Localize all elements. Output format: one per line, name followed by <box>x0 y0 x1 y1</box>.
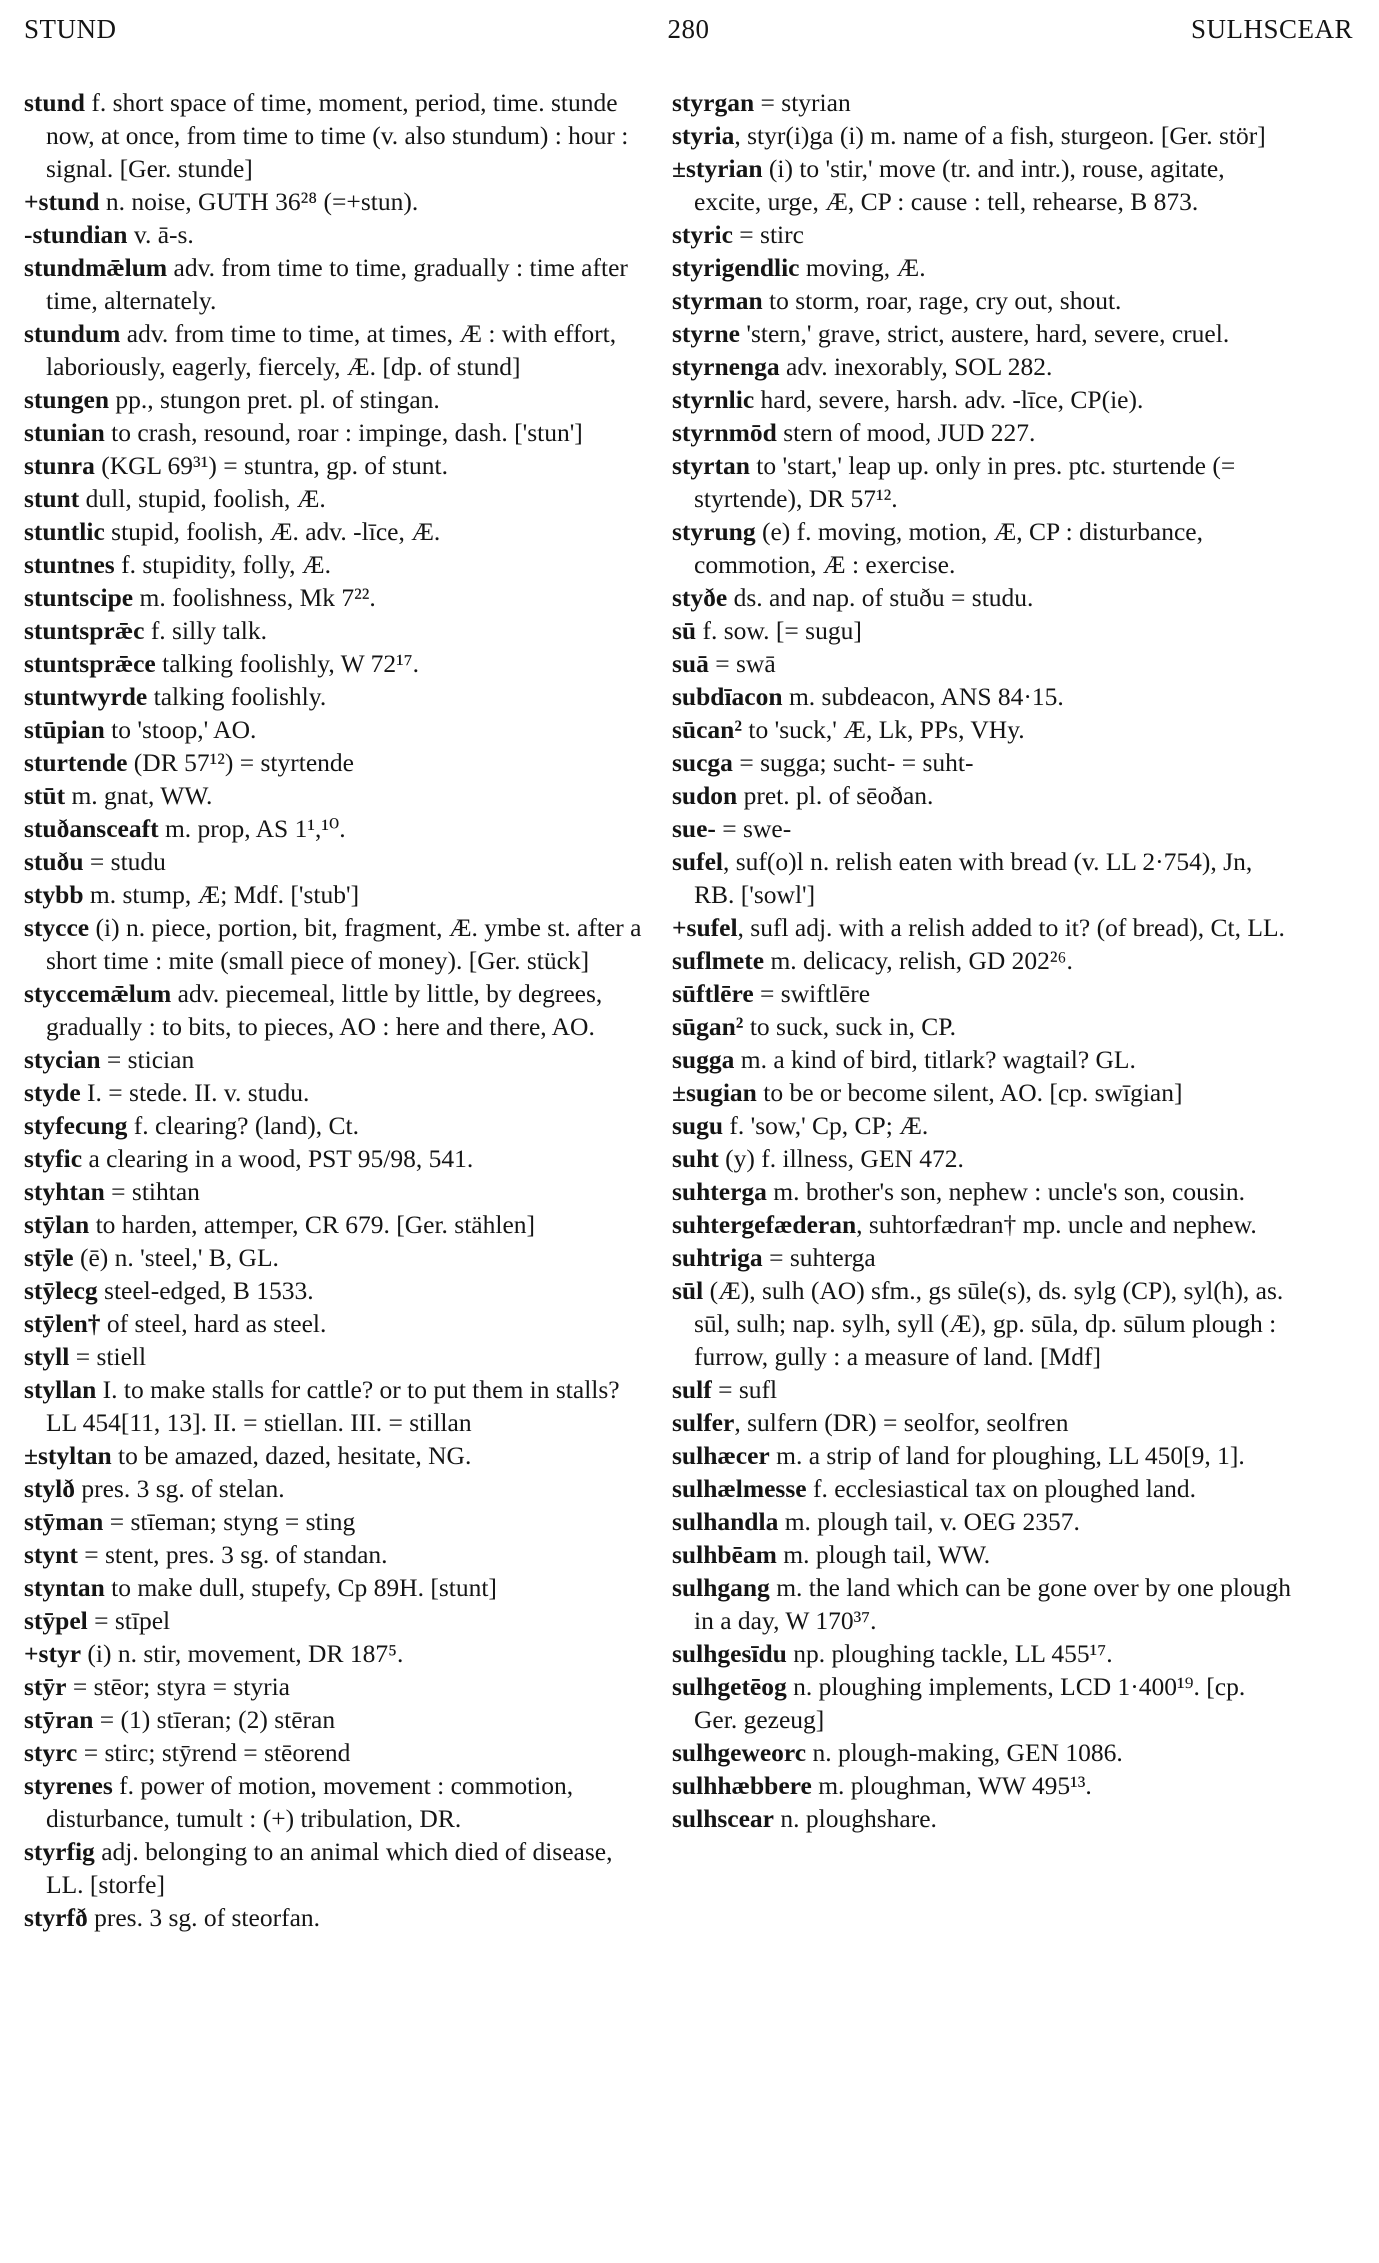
entry-text: = styrian <box>754 88 851 117</box>
entry-text: = swiftlēre <box>753 979 871 1008</box>
headword: styllan <box>24 1375 97 1404</box>
headword: styrenes <box>24 1771 113 1800</box>
dictionary-entry <box>24 647 646 680</box>
entry-text: n. plough-making, GEN 1086. <box>806 1738 1123 1767</box>
entry-text: dull, stupid, foolish, Æ. <box>79 484 326 513</box>
headword: suā <box>672 649 709 678</box>
entry-text: f. silly talk. <box>144 616 267 645</box>
headword: -stundian <box>24 220 128 249</box>
dictionary-entry <box>672 647 1294 680</box>
dictionary-entry <box>672 680 1294 713</box>
dictionary-entry <box>24 1109 646 1142</box>
entry-text: f. power of motion, movement : commotion, disturbance, tumult : (+) tribulation, DR. <box>46 1771 574 1833</box>
entry-text: = sufl <box>711 1375 778 1404</box>
headword: styfic <box>24 1144 83 1173</box>
entry-text: = studu <box>83 847 166 876</box>
entry-text: to 'suck,' Æ, Lk, PPs, VHy. <box>742 715 1025 744</box>
entry-text: adv. inexorably, SOL 282. <box>779 352 1053 381</box>
entry-text: to suck, suck in, CP. <box>743 1012 956 1041</box>
dictionary-entry <box>672 1010 1294 1043</box>
entry-text: = stīpel <box>87 1606 171 1635</box>
entry-text: adv. from time to time, at times, Æ : with effort, laboriously, eagerly, fiercely, Æ. [dp. of stund] <box>46 319 617 381</box>
entry-text: m. plough tail, v. OEG 2357. <box>778 1507 1080 1536</box>
headword: sulhgesīdu <box>672 1639 787 1668</box>
entry-text: = swe- <box>715 814 792 843</box>
dictionary-entry <box>24 1835 646 1901</box>
headword: sulhbēam <box>672 1540 777 1569</box>
dictionary-entry <box>672 1670 1294 1736</box>
dictionary-entry <box>24 812 646 845</box>
headword: sulf <box>672 1375 712 1404</box>
dictionary-entry <box>24 1340 646 1373</box>
dictionary-entry <box>24 317 646 383</box>
dictionary-entry <box>24 1274 646 1307</box>
dictionary-entry <box>672 1175 1294 1208</box>
dictionary-entry <box>24 878 646 911</box>
entry-text: m. a kind of bird, titlark? wagtail? GL. <box>734 1045 1136 1074</box>
headword: styll <box>24 1342 70 1371</box>
entry-text: = stirc <box>732 220 804 249</box>
headword: styrne <box>672 319 740 348</box>
headword: sucga <box>672 748 733 777</box>
entry-text: (KGL 69³¹) = stuntra, gp. of stunt. <box>94 451 448 480</box>
entry-text: I. to make stalls for cattle? or to put them in stalls? LL 454[11, 13]. II. = stiellan. III. = stillan <box>46 1375 620 1437</box>
right-column <box>672 86 1294 1835</box>
headword: stȳlecg <box>24 1276 98 1305</box>
entry-text: = stīeman; styng = sting <box>103 1507 356 1536</box>
dictionary-entry <box>672 713 1294 746</box>
dictionary-entry <box>672 1109 1294 1142</box>
entry-text: to crash, resound, roar : impinge, dash. ['stun'] <box>104 418 583 447</box>
headword: styrtan <box>672 451 750 480</box>
dictionary-entry <box>24 449 646 482</box>
dictionary-entry <box>672 1538 1294 1571</box>
dictionary-entry <box>672 218 1294 251</box>
headword: styrgan <box>672 88 755 117</box>
entry-text: , sulfern (DR) = seolfor, seolfren <box>734 1408 1069 1437</box>
entry-text: m. delicacy, relish, GD 202²⁶. <box>764 946 1073 975</box>
entry-text: (ē) n. 'steel,' B, GL. <box>73 1243 279 1272</box>
entry-text: m. stump, Æ; Mdf. ['stub'] <box>83 880 360 909</box>
headword: suhtriga <box>672 1243 763 1272</box>
dictionary-entry <box>24 1670 646 1703</box>
entry-text: stern of mood, JUD 227. <box>776 418 1036 447</box>
entry-text: m. prop, AS 1¹,¹⁰. <box>158 814 346 843</box>
dictionary-entry <box>24 1076 646 1109</box>
entry-text: n. ploughing implements, LCD 1·400¹⁹. [cp. Ger. gezeug] <box>694 1672 1246 1734</box>
entry-text: to 'start,' leap up. only in pres. ptc. sturtende (= styrtende), DR 57¹². <box>694 451 1236 513</box>
entry-text: = stirc; stȳrend = stēorend <box>77 1738 351 1767</box>
headword: stȳran <box>24 1705 94 1734</box>
headword: suhtergefæderan <box>672 1210 857 1239</box>
headword: styria <box>672 121 735 150</box>
entry-text: = stihtan <box>104 1177 200 1206</box>
entry-text: (Æ), sulh (AO) sfm., gs sūle(s), ds. sylg (CP), syl(h), as. sūl, sulh; nap. sylh, syll (Æ), gp. sūla, dp. sūlum plough : furrow, gully : a measure of land. [Mdf] <box>694 1276 1284 1371</box>
dictionary-entry <box>24 1142 646 1175</box>
entry-text: f. stupidity, folly, Æ. <box>114 550 331 579</box>
headword: sue- <box>672 814 716 843</box>
dictionary-entry <box>24 1241 646 1274</box>
headword: styrc <box>24 1738 78 1767</box>
headword: styfecung <box>24 1111 128 1140</box>
headword: stuntwyrde <box>24 682 148 711</box>
dictionary-entry <box>672 284 1294 317</box>
entry-text: talking foolishly, W 72¹⁷. <box>155 649 420 678</box>
entry-text: adv. from time to time, gradually : time after time, alternately. <box>46 253 628 315</box>
headword: styrnlic <box>672 385 755 414</box>
dictionary-entry <box>672 812 1294 845</box>
dictionary-entry <box>24 1538 646 1571</box>
entry-text: to be or become silent, AO. [cp. swīgian] <box>756 1078 1183 1107</box>
headword: stuntlic <box>24 517 105 546</box>
dictionary-entry <box>24 1208 646 1241</box>
headword: sūftlēre <box>672 979 754 1008</box>
headword: sulhhæbbere <box>672 1771 812 1800</box>
entry-text: m. subdeacon, ANS 84·15. <box>782 682 1064 711</box>
headword: styrigendlic <box>672 253 800 282</box>
dictionary-entry <box>24 1505 646 1538</box>
headword: styðe <box>672 583 728 612</box>
entry-text: stupid, foolish, Æ. adv. -līce, Æ. <box>104 517 441 546</box>
headword: stūpian <box>24 715 105 744</box>
dictionary-entry <box>672 746 1294 779</box>
headword: stunra <box>24 451 95 480</box>
entry-text: a clearing in a wood, PST 95/98, 541. <box>82 1144 474 1173</box>
headword: sulhscear <box>672 1804 774 1833</box>
headword: styde <box>24 1078 81 1107</box>
dictionary-entry <box>24 911 646 977</box>
entry-text: = swā <box>708 649 776 678</box>
dictionary-entry <box>24 1769 646 1835</box>
dictionary-entry <box>672 977 1294 1010</box>
headword: styccemǣlum <box>24 979 172 1008</box>
headword: sugga <box>672 1045 735 1074</box>
headword: suhterga <box>672 1177 767 1206</box>
headword: stycce <box>24 913 90 942</box>
dictionary-entry <box>24 86 646 185</box>
entry-text: f. sow. [= sugu] <box>696 616 862 645</box>
entry-text: (DR 57¹²) = styrtende <box>127 748 354 777</box>
dictionary-entry <box>24 581 646 614</box>
entry-text: , sufl adj. with a relish added to it? (of bread), Ct, LL. <box>737 913 1285 942</box>
headword: stuðu <box>24 847 84 876</box>
headword: styrnmōd <box>672 418 777 447</box>
entry-text: m. ploughman, WW 495¹³. <box>811 1771 1092 1800</box>
dictionary-entry <box>672 1439 1294 1472</box>
headword: styric <box>672 220 733 249</box>
headword: stȳr <box>24 1672 67 1701</box>
headword: sulhgetēog <box>672 1672 787 1701</box>
dictionary-entry <box>672 581 1294 614</box>
dictionary-entry <box>672 1076 1294 1109</box>
dictionary-entry <box>24 1736 646 1769</box>
entry-text: (i) n. piece, portion, bit, fragment, Æ. ymbe st. after a short time : mite (small piece of money). [Ger. stück] <box>46 913 642 975</box>
headword: subdīacon <box>672 682 783 711</box>
entry-text: adv. piecemeal, little by little, by degrees, gradually : to bits, to pieces, AO : here and there, AO. <box>46 979 603 1041</box>
headword: stȳlan <box>24 1210 90 1239</box>
headword: stunian <box>24 418 105 447</box>
dictionary-entry <box>24 515 646 548</box>
entry-text: m. foolishness, Mk 7²². <box>133 583 376 612</box>
headword: sulhandla <box>672 1507 779 1536</box>
entry-text: f. clearing? (land), Ct. <box>127 1111 359 1140</box>
entry-text: f. 'sow,' Cp, CP; Æ. <box>723 1111 929 1140</box>
entry-text: m. brother's son, nephew : uncle's son, cousin. <box>766 1177 1245 1206</box>
left-column <box>24 86 646 1934</box>
headword: stȳman <box>24 1507 104 1536</box>
dictionary-entry <box>672 317 1294 350</box>
dictionary-entry <box>24 1439 646 1472</box>
dictionary-entry <box>24 482 646 515</box>
headword: +sufel <box>672 913 738 942</box>
headword: stund <box>24 88 85 117</box>
headword: stuntscipe <box>24 583 134 612</box>
headword: ±styltan <box>24 1441 112 1470</box>
entry-text: n. noise, GUTH 36²⁸ (=+stun). <box>99 187 419 216</box>
entry-text: steel-edged, B 1533. <box>97 1276 314 1305</box>
headword: styrman <box>672 286 763 315</box>
entry-text: n. ploughshare. <box>774 1804 937 1833</box>
entry-text: to make dull, stupefy, Cp 89H. [stunt] <box>104 1573 497 1602</box>
dictionary-entry <box>672 845 1294 911</box>
dictionary-entry <box>24 680 646 713</box>
entry-text: m. the land which can be gone over by one plough in a day, W 170³⁷. <box>694 1573 1292 1635</box>
dictionary-entry <box>672 350 1294 383</box>
headword: suht <box>672 1144 719 1173</box>
headword: ±styrian <box>672 154 763 183</box>
entry-text: m. plough tail, WW. <box>776 1540 991 1569</box>
entry-text: np. ploughing tackle, LL 455¹⁷. <box>786 1639 1113 1668</box>
entry-text: to 'stoop,' AO. <box>104 715 257 744</box>
dictionary-entry <box>24 845 646 878</box>
dictionary-entry <box>24 1604 646 1637</box>
headword: styrfð <box>24 1903 88 1932</box>
headword: stybb <box>24 880 84 909</box>
dictionary-entry <box>672 944 1294 977</box>
dictionary-entry <box>24 1901 646 1934</box>
dictionary-entry <box>672 152 1294 218</box>
entry-text: to be amazed, dazed, hesitate, NG. <box>111 1441 472 1470</box>
headword: sūgan² <box>672 1012 744 1041</box>
headword: stȳpel <box>24 1606 88 1635</box>
dictionary-entry <box>24 1571 646 1604</box>
headword: stunt <box>24 484 80 513</box>
headword: +styr <box>24 1639 82 1668</box>
headword: sulhgang <box>672 1573 770 1602</box>
headword: sūcan² <box>672 715 743 744</box>
headword: stuðansceaft <box>24 814 159 843</box>
dictionary-entry <box>24 1373 646 1439</box>
entry-text: pres. 3 sg. of steorfan. <box>87 1903 321 1932</box>
entry-text: m. gnat, WW. <box>65 781 213 810</box>
headword: stuntsprǣce <box>24 649 156 678</box>
dictionary-entry <box>672 1208 1294 1241</box>
entry-text: = sugga; sucht- = suht- <box>732 748 974 777</box>
dictionary-entry <box>672 1637 1294 1670</box>
headword: stylð <box>24 1474 75 1503</box>
entry-text: ds. and nap. of stuðu = studu. <box>727 583 1034 612</box>
dictionary-entry <box>672 1406 1294 1439</box>
entry-text: (y) f. illness, GEN 472. <box>718 1144 964 1173</box>
headword: sū <box>672 616 697 645</box>
dictionary-entry <box>672 1274 1294 1373</box>
headword: styhtan <box>24 1177 105 1206</box>
dictionary-entry <box>672 1472 1294 1505</box>
headword: sufel <box>672 847 723 876</box>
dictionary-entry <box>24 977 646 1043</box>
dictionary-entry <box>672 1373 1294 1406</box>
headword: styrfig <box>24 1837 95 1866</box>
dictionary-entry <box>672 1241 1294 1274</box>
dictionary-entry <box>24 1307 646 1340</box>
entry-text: pres. 3 sg. of stelan. <box>75 1474 285 1503</box>
dictionary-entry <box>24 416 646 449</box>
dictionary-entry <box>672 1571 1294 1637</box>
entry-text: (i) n. stir, movement, DR 187⁵. <box>81 1639 404 1668</box>
dictionary-entry <box>24 548 646 581</box>
entry-text: = stician <box>100 1045 195 1074</box>
headword: styrung <box>672 517 756 546</box>
headword: sulhælmesse <box>672 1474 807 1503</box>
dictionary-entry <box>672 515 1294 581</box>
headword: stynt <box>24 1540 78 1569</box>
dictionary-entry <box>672 1043 1294 1076</box>
dictionary-entry <box>672 119 1294 152</box>
entry-text: v. ā-s. <box>127 220 194 249</box>
dictionary-entry <box>672 383 1294 416</box>
dictionary-entry <box>24 614 646 647</box>
entry-text: pp., stungon pret. pl. of stingan. <box>109 385 440 414</box>
headword: sulhæcer <box>672 1441 770 1470</box>
entry-text: , suf(o)l n. relish eaten with bread (v. LL 2·754), Jn, RB. ['sowl'] <box>694 847 1253 909</box>
headword: sūl <box>672 1276 704 1305</box>
entry-text: talking foolishly. <box>147 682 327 711</box>
entry-text: hard, severe, harsh. adv. -līce, CP(ie). <box>754 385 1144 414</box>
entry-text: m. a strip of land for ploughing, LL 450[9, 1]. <box>769 1441 1245 1470</box>
dictionary-entry <box>24 1472 646 1505</box>
headword: sulfer <box>672 1408 735 1437</box>
entry-text: f. ecclesiastical tax on ploughed land. <box>806 1474 1197 1503</box>
entry-text: 'stern,' grave, strict, austere, hard, severe, cruel. <box>739 319 1230 348</box>
dictionary-entry <box>24 383 646 416</box>
page-header <box>24 14 1353 58</box>
headword: stuntsprǣc <box>24 616 145 645</box>
entry-text: adj. belonging to an animal which died of disease, LL. [storfe] <box>46 1837 613 1899</box>
dictionary-entry <box>24 1175 646 1208</box>
headword: stūt <box>24 781 66 810</box>
headword: suflmete <box>672 946 765 975</box>
headword: stundmǣlum <box>24 253 168 282</box>
headword: sugu <box>672 1111 724 1140</box>
dictionary-entry <box>672 1142 1294 1175</box>
dictionary-entry <box>24 746 646 779</box>
dictionary-entry <box>672 1505 1294 1538</box>
entry-text: pret. pl. of sēoðan. <box>737 781 934 810</box>
dictionary-entry <box>24 185 646 218</box>
entry-text: (e) f. moving, motion, Æ, CP : disturbance, commotion, Æ : exercise. <box>694 517 1203 579</box>
headword: stuntnes <box>24 550 115 579</box>
header-right-guideword: SULHSCEAR <box>1190 14 1353 44</box>
headword: stȳlen† <box>24 1309 101 1338</box>
page-number: 280 <box>667 14 710 44</box>
dictionary-entry <box>24 1637 646 1670</box>
entry-text: , suhtorfædran† mp. uncle and nephew. <box>856 1210 1257 1239</box>
dictionary-entry <box>24 1043 646 1076</box>
dictionary-entry <box>672 1736 1294 1769</box>
entry-text: = stiell <box>69 1342 147 1371</box>
headword: stungen <box>24 385 110 414</box>
entry-text: to harden, attemper, CR 679. [Ger. stählen] <box>89 1210 536 1239</box>
dictionary-entry <box>672 251 1294 284</box>
headword: styrnenga <box>672 352 780 381</box>
entry-text: , styr(i)ga (i) m. name of a fish, sturgeon. [Ger. stör] <box>734 121 1266 150</box>
entry-text: (i) to 'stir,' move (tr. and intr.), rouse, agitate, excite, urge, Æ, CP : cause : tell, rehearse, B 873. <box>694 154 1225 216</box>
dictionary-entry <box>672 1769 1294 1802</box>
entry-text: = stent, pres. 3 sg. of standan. <box>77 1540 388 1569</box>
entry-text: to storm, roar, rage, cry out, shout. <box>762 286 1122 315</box>
dictionary-entry <box>672 779 1294 812</box>
headword: stȳle <box>24 1243 74 1272</box>
entry-text: of steel, hard as steel. <box>100 1309 327 1338</box>
dictionary-entry <box>24 1703 646 1736</box>
headword: styntan <box>24 1573 105 1602</box>
dictionary-entry <box>24 251 646 317</box>
headword: ±sugian <box>672 1078 757 1107</box>
headword: sulhgeweorc <box>672 1738 807 1767</box>
entry-text: f. short space of time, moment, period, time. stunde now, at once, from time to time (v. also stundum) : hour : signal. [Ger. stunde] <box>46 88 629 183</box>
headword: +stund <box>24 187 100 216</box>
dictionary-entry <box>672 614 1294 647</box>
dictionary-entry <box>24 779 646 812</box>
entry-text: I. = stede. II. v. studu. <box>80 1078 310 1107</box>
headword: sudon <box>672 781 738 810</box>
dictionary-entry <box>672 449 1294 515</box>
headword: sturtende <box>24 748 128 777</box>
dictionary-entry <box>672 1802 1294 1835</box>
dictionary-entry <box>672 416 1294 449</box>
entry-text: = suhterga <box>762 1243 876 1272</box>
headword: stundum <box>24 319 121 348</box>
dictionary-entry <box>24 713 646 746</box>
header-left-guideword: STUND <box>24 14 117 44</box>
dictionary-entry <box>672 86 1294 119</box>
entry-text: = stēor; styra = styria <box>66 1672 290 1701</box>
headword: stycian <box>24 1045 101 1074</box>
dictionary-entry <box>672 911 1294 944</box>
dictionary-entry <box>24 218 646 251</box>
entry-text: = (1) stīeran; (2) stēran <box>93 1705 336 1734</box>
entry-text: moving, Æ. <box>799 253 926 282</box>
